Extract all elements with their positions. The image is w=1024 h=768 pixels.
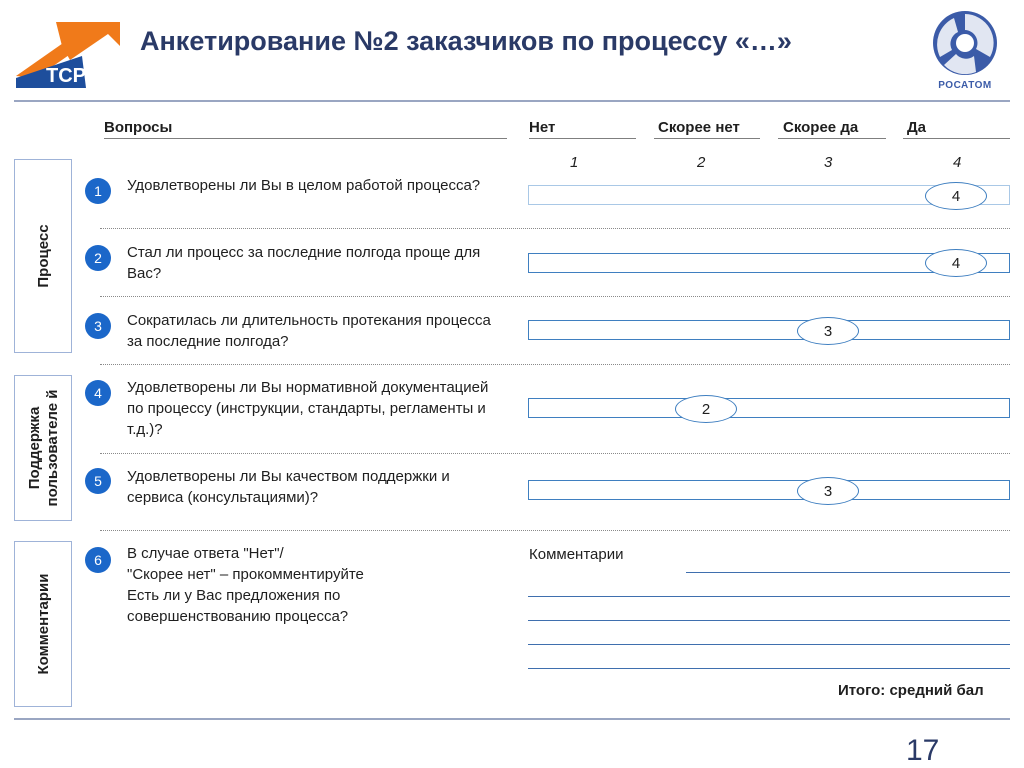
- question-number-badge: 3: [85, 313, 111, 339]
- comment-line[interactable]: [528, 596, 1010, 597]
- comment-line[interactable]: [528, 668, 1010, 669]
- comment-question-line: Есть ли у Вас предложения по: [127, 587, 341, 604]
- col-rather-yes-underline: [778, 138, 886, 139]
- comment-question-line: В случае ответа "Нет"/: [127, 545, 284, 562]
- row-separator: [100, 228, 1010, 229]
- page-title: Анкетирование №2 заказчиков по процессу «…»: [140, 26, 792, 56]
- scale-2: 2: [697, 154, 706, 171]
- answer-value-oval[interactable]: 4: [925, 249, 987, 277]
- col-no: Нет: [529, 119, 556, 136]
- row-separator: [100, 296, 1010, 297]
- comment-line[interactable]: [528, 644, 1010, 645]
- question-number-badge: 1: [85, 178, 111, 204]
- group-support: [14, 375, 72, 521]
- question-number-badge: 5: [85, 468, 111, 494]
- question-number-badge: 4: [85, 380, 111, 406]
- question-text: Удовлетворены ли Вы в целом работой процесса?: [127, 177, 481, 194]
- row-separator: [100, 453, 1010, 454]
- question-text: Удовлетворены ли Вы качеством поддержки и сервиса (консультациями)?: [127, 468, 450, 506]
- group-process: [14, 159, 72, 353]
- comments-label: Комментарии: [529, 546, 624, 563]
- rosatom-logo-text: РОСАТОМ: [938, 80, 992, 91]
- answer-value-oval[interactable]: 3: [797, 317, 859, 345]
- comment-question-text: [127, 543, 517, 627]
- row-separator: [100, 530, 1010, 531]
- col-yes: Да: [907, 119, 927, 136]
- question-number-badge: 2: [85, 245, 111, 271]
- col-questions: Вопросы: [104, 119, 173, 136]
- group-comments-label: Комментарии: [35, 573, 52, 675]
- col-rather-yes: Скорее да: [783, 119, 859, 136]
- header-divider: [14, 100, 1010, 102]
- col-yes-underline: [903, 138, 1010, 139]
- col-no-underline: [529, 138, 636, 139]
- answer-value-oval[interactable]: 4: [925, 182, 987, 210]
- answer-value-oval[interactable]: 3: [797, 477, 859, 505]
- comment-line[interactable]: [686, 572, 1010, 573]
- question-number-badge: 6: [85, 547, 111, 573]
- group-process-label: Процесс: [35, 224, 52, 288]
- col-rather-no: Скорее нет: [658, 119, 740, 136]
- footer-divider: [14, 718, 1010, 720]
- answer-value-oval[interactable]: 2: [675, 395, 737, 423]
- question-text: Удовлетворены ли Вы нормативной документацией по процессу (инструкции, стандарты, регламенты и т.д.)?: [127, 379, 489, 438]
- page-number: 17: [906, 734, 940, 767]
- question-text: Сократилась ли длительность протекания процесса за последние полгода?: [127, 312, 491, 350]
- comment-line[interactable]: [528, 620, 1010, 621]
- group-comments: [14, 541, 72, 707]
- row-separator: [100, 364, 1010, 365]
- tsr-logo-text: ТСР: [46, 65, 86, 87]
- scale-3: 3: [824, 154, 833, 171]
- answer-scale-bar[interactable]: [528, 480, 1010, 500]
- comment-question-line: "Скорее нет" – прокомментируйте: [127, 566, 364, 583]
- group-support-label: Поддержка пользователе й: [26, 389, 61, 507]
- total-average-label: Итого: средний бал: [838, 682, 984, 699]
- scale-1: 1: [570, 154, 579, 171]
- answer-scale-bar[interactable]: [528, 320, 1010, 340]
- scale-4: 4: [953, 154, 962, 171]
- col-rather-no-underline: [654, 138, 760, 139]
- tsr-logo: [16, 16, 126, 88]
- col-questions-underline: [104, 138, 507, 139]
- comment-question-line: совершенствованию процесса?: [127, 608, 349, 625]
- rosatom-logo: [932, 10, 998, 76]
- answer-scale-bar[interactable]: [528, 398, 1010, 418]
- question-text: Стал ли процесс за последние полгода проще для Вас?: [127, 244, 481, 282]
